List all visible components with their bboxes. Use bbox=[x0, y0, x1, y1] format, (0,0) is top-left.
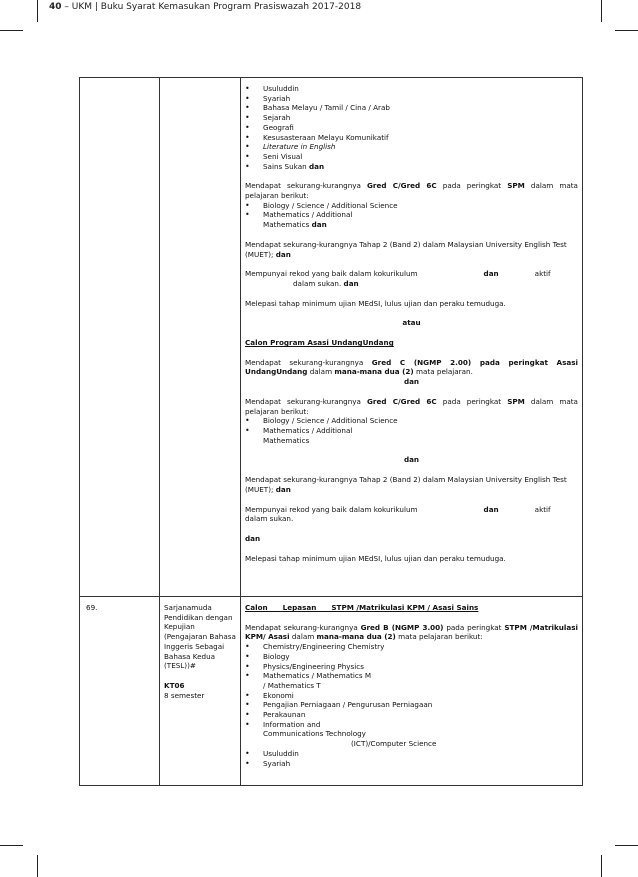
list-item: • Usuluddin bbox=[245, 749, 578, 759]
muet-requirement: Mendapat sekurang-kurangnya Tahap 2 (Band 2) dalam Malaysian University English Test (MUET); dan bbox=[245, 475, 567, 494]
kokurikulum-continuation: dalam sukan. dan bbox=[293, 278, 359, 288]
program-code: KT06 bbox=[164, 680, 185, 690]
crop-mark bbox=[37, 0, 38, 22]
medsi-requirement: Melepasi tahap minimum ujian MEdSI, lulus ujian dan peraku temuduga. bbox=[245, 298, 506, 308]
list-item: • Information and Communications Technology (ICT)/Computer Science bbox=[245, 720, 578, 749]
spm-subject-list bbox=[245, 201, 578, 220]
list-item: • Bahasa Melayu / Tamil / Cina / Arab bbox=[245, 103, 578, 113]
asasi-requirement: Mendapat sekurang-kurangnya Gred C (NGMP 2.00) pada peringkat Asasi UndangUndang dalam mana-mana dua (2) mata pelajaran. bbox=[245, 357, 578, 377]
list-item: • Physics/Engineering Physics bbox=[245, 662, 578, 672]
list-item: • Sejarah bbox=[245, 113, 578, 123]
requirements-table bbox=[79, 77, 583, 786]
number-cell bbox=[80, 597, 160, 786]
subject-list bbox=[245, 84, 578, 171]
muet-requirement: Mendapat sekurang-kurangnya Tahap 2 (Band 2) dalam Malaysian University English Test (MUET); dan bbox=[245, 239, 567, 259]
list-item: • Sains Sukan dan bbox=[245, 162, 578, 172]
page-number: 40 bbox=[49, 2, 62, 12]
table-row bbox=[80, 78, 583, 597]
spm-requirement: Mendapat sekurang-kurangnya Gred C/Gred 6C pada peringkat SPM dalam mata pelajaran berikut: bbox=[245, 396, 578, 416]
list-item: • Usuluddin bbox=[245, 84, 578, 94]
spm-requirement: Mendapat sekurang-kurangnya Gred C/Gred 6C pada peringkat SPM dalam mata pelajaran berikut: bbox=[245, 181, 578, 201]
list-item: • Biology bbox=[245, 652, 578, 662]
medsi-requirement: Melepasi tahap minimum ujian MEdSI, lulus ujian dan peraku temuduga. bbox=[245, 553, 506, 563]
crop-mark bbox=[615, 30, 638, 31]
list-item: • Syariah bbox=[245, 759, 578, 769]
program-name: Sarjanamuda Pendidikan dengan Kepujian (Pengajaran Bahasa Inggeris Sebagai Bahasa Kedua (TESL))# bbox=[164, 603, 236, 671]
kokurikulum-requirement: Mempunyai rekod yang baik dalam kokurikulum dan aktif bbox=[245, 269, 551, 279]
list-item: • Literature in English bbox=[245, 142, 578, 152]
list-item-continuation: Mathematics bbox=[263, 435, 310, 445]
list-item: • Seni Visual bbox=[245, 152, 578, 162]
crop-mark bbox=[37, 855, 38, 877]
crop-mark bbox=[0, 30, 23, 31]
crop-mark bbox=[601, 855, 602, 877]
list-item: • Mathematics / Mathematics M / Mathematics T bbox=[245, 671, 578, 690]
stpm-requirement: Mendapat sekurang-kurangnya Gred B (NGMP 3.00) pada peringkat STPM /Matrikulasi KPM/ Asasi dalam mana-mana dua (2) mata pelajaran berikut: bbox=[245, 622, 578, 642]
dan-separator: dan bbox=[403, 377, 420, 387]
dan-separator: dan bbox=[403, 455, 420, 465]
number-cell bbox=[80, 78, 160, 597]
list-item: • Perakaunan bbox=[245, 710, 578, 720]
kokurikulum-continuation: dalam sukan. bbox=[245, 514, 294, 524]
table-row bbox=[80, 597, 583, 786]
program-number: 69. bbox=[86, 603, 98, 612]
list-item: • Mathematics / Additional bbox=[245, 210, 578, 220]
candidate-heading: Calon Lepasan STPM /Matrikulasi KPM / Asasi Sains bbox=[245, 603, 479, 612]
requirements-cell bbox=[241, 597, 583, 786]
list-item-continuation: Mathematics dan bbox=[263, 220, 327, 230]
list-item: • Mathematics / Additional bbox=[245, 426, 578, 436]
list-item: • Geografi bbox=[245, 123, 578, 133]
crop-mark bbox=[601, 0, 602, 22]
list-item: • Biology / Science / Additional Science bbox=[245, 201, 578, 211]
crop-mark bbox=[615, 845, 638, 846]
list-item: • Kesusasteraan Melayu Komunikatif bbox=[245, 133, 578, 143]
program-cell bbox=[160, 597, 241, 786]
requirements-cell bbox=[241, 78, 583, 597]
list-item: • Chemistry/Engineering Chemistry bbox=[245, 642, 578, 652]
list-item: • Ekonomi bbox=[245, 691, 578, 701]
atau-separator: atau bbox=[402, 318, 421, 328]
page-header bbox=[49, 2, 361, 12]
program-duration: 8 semester bbox=[164, 690, 205, 700]
asasi-heading: Calon Program Asasi UndangUndang bbox=[245, 338, 394, 348]
header-title: – UKM | Buku Syarat Kemasukan Program Prasiswazah 2017-2018 bbox=[64, 2, 362, 12]
kokurikulum-requirement: Mempunyai rekod yang baik dalam kokurikulum dan aktif bbox=[245, 504, 551, 514]
spm-subject-list bbox=[245, 416, 578, 435]
program-cell bbox=[160, 78, 241, 597]
list-item: • Syariah bbox=[245, 94, 578, 104]
stpm-subject-list bbox=[245, 642, 578, 768]
list-item: • Pengajian Perniagaan / Pengurusan Perniagaan bbox=[245, 700, 578, 710]
crop-mark bbox=[0, 845, 23, 846]
list-item: • Biology / Science / Additional Science bbox=[245, 416, 578, 426]
dan-separator: dan bbox=[245, 533, 261, 543]
